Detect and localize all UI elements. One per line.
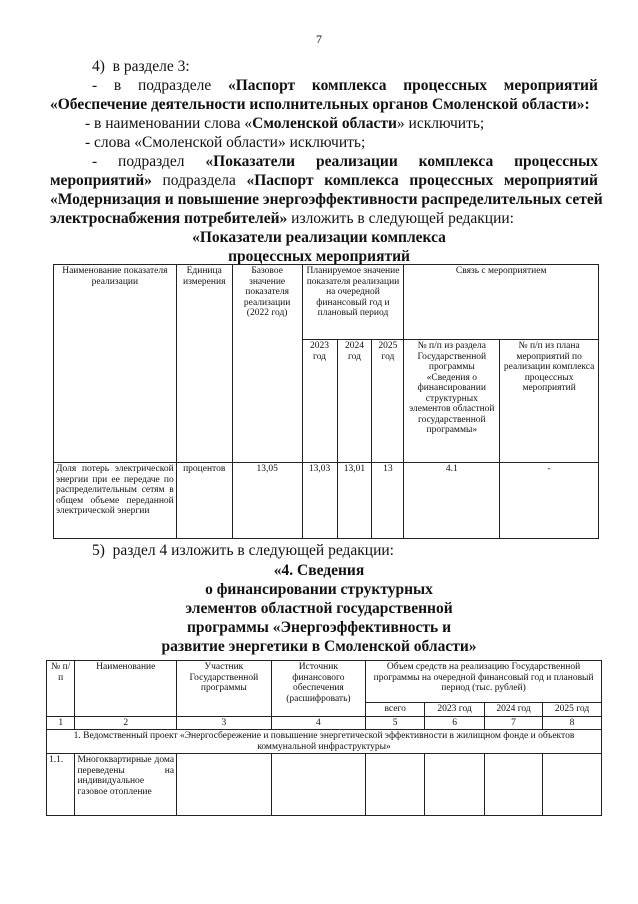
word: подраздел [118,153,185,170]
header-2023: 2023 год [302,340,337,463]
section4-heading-line1: «4. Сведения [273,562,365,579]
section4-heading-line3: элементов областной государственной [185,600,453,617]
word: мероприятий» [50,172,152,189]
header-link-plan: № п/п из плана мероприятий по реализации комплекса процессных мероприятий [500,340,599,463]
table1-heading-line2: процессных мероприятий [228,248,410,265]
item5-number: 5) [92,542,105,559]
subsection-line-2 [50,171,598,190]
section-title: 1. Ведомственный проект «Энергосбережение и повышение энергетической эффективности в жилищном фонде и объектов коммунальной инфраструктуры» [47,730,602,754]
header-planned-value: Планируемое значение показателя реализации на очередной финансовый год и плановый период [302,265,404,340]
col-number: 3 [177,716,272,730]
header-participant: Участник Государственной программы [177,661,272,717]
col-number: 7 [485,716,543,730]
word: в [113,77,122,94]
word: «Паспорт [228,77,296,94]
header-2023: 2023 год [425,703,485,717]
header-2025: 2025 год [543,703,602,717]
section4-heading-line4: программы «Энергоэффективность и [186,619,452,636]
row-2025: 13 [372,463,404,539]
row-participant [177,754,272,816]
section4-heading-line5: развитие энергетики в Смоленской области» [161,638,477,655]
table-row [54,463,599,539]
header-indicator-name: Наименование показателя реализации [54,265,177,463]
col-number: 1 [47,716,75,730]
instruction-bold: Смоленской области [252,115,397,132]
text: изложить в следующей редакции: [287,210,514,227]
col-number: 2 [75,716,177,730]
word: подразделе [137,77,212,94]
dash: - [92,153,98,170]
page-number: 7 [316,32,322,46]
item4-number: 4) [92,58,105,75]
header-link-program: № п/п из раздела Государственной программы «Сведения о финансировании структурных элементов областной государственной программы» [404,340,500,463]
subsection-line-3: «Модернизация и повышение энергоэффективности распределительных сетей [50,191,603,208]
subsection-line-4 [50,209,514,228]
row-num: 1.1. [47,754,75,816]
bold-text: электроснабжения потребителей» [50,210,288,227]
word: комплекса [324,172,399,189]
word: процессных [514,153,598,170]
table-row [47,754,602,816]
financing-table [46,660,602,816]
column-numbers-row [47,716,602,730]
row-2024: 13,01 [337,463,372,539]
row-base: 13,05 [232,463,302,539]
header-volume: Объем средств на реализацию Государственной программы на очередной финансовый год и плановый период (тыс. рублей) [366,661,602,703]
exclude-instruction: - слова «Смоленской области» исключить; [85,134,366,151]
header-base-value: Базовое значение показателя реализации (2022 год) [232,265,302,463]
header-2025: 2025 год [372,340,404,463]
section-row [47,730,602,754]
dash: - [92,77,98,94]
row-name: Многоквартирные дома переведены на индивидуальное газовое отопление [75,754,177,816]
row-total [366,754,425,816]
header-source: Источник финансового обеспечения (расшифровать) [271,661,366,717]
instruction-text: » исключить; [396,115,485,132]
header-2024: 2024 год [485,703,543,717]
col-number: 8 [543,716,602,730]
row-source [271,754,366,816]
item5-line [92,541,394,560]
row-unit: процентов [176,463,232,539]
row-2023: 13,03 [302,463,337,539]
word: процессных [403,77,488,94]
word: подраздела [162,172,236,189]
row-link-program: 4.1 [404,463,500,539]
col-number: 4 [271,716,366,730]
row-2025 [543,754,602,816]
header-name: Наименование [75,661,177,717]
header-total: всего [366,703,425,717]
header-link: Связь с мероприятием [404,265,599,340]
row-2023 [425,754,485,816]
header-2024: 2024 год [337,340,372,463]
section4-heading-line2: о финансировании структурных [205,581,433,598]
instruction-text: - в наименовании слова « [85,115,253,132]
word: процессных [409,172,494,189]
word: комплекса [418,153,494,170]
item4-line [92,57,190,76]
header-unit: Единица измерения [176,265,232,463]
col-number: 5 [366,716,425,730]
row-2024 [485,754,543,816]
row-indicator-name: Доля потерь электрической энергии при ее передаче по распределительным сетям в общем объеме переданной электрической энергии [54,463,177,539]
item5-text: раздел 4 изложить в следующей редакции: [112,542,394,559]
word: реализации [315,153,398,170]
table1-heading-line1: «Показатели реализации комплекса [192,229,446,246]
word: комплекса [311,77,387,94]
item4-text: в разделе 3: [112,58,190,75]
subsection-title-line: «Обеспечение деятельности исполнительных органов Смоленской области»: [50,96,590,113]
word: «Показатели [205,153,296,170]
word: мероприятий [503,77,598,94]
rename-instruction [85,114,484,133]
word: «Паспорт [246,172,314,189]
word: мероприятий [503,172,598,189]
item4-subsection-line [92,76,598,95]
indicators-table [53,264,599,539]
row-link-plan: - [500,463,599,539]
col-number: 6 [425,716,485,730]
subsection-line [92,152,598,171]
header-num: № п/п [47,661,75,717]
